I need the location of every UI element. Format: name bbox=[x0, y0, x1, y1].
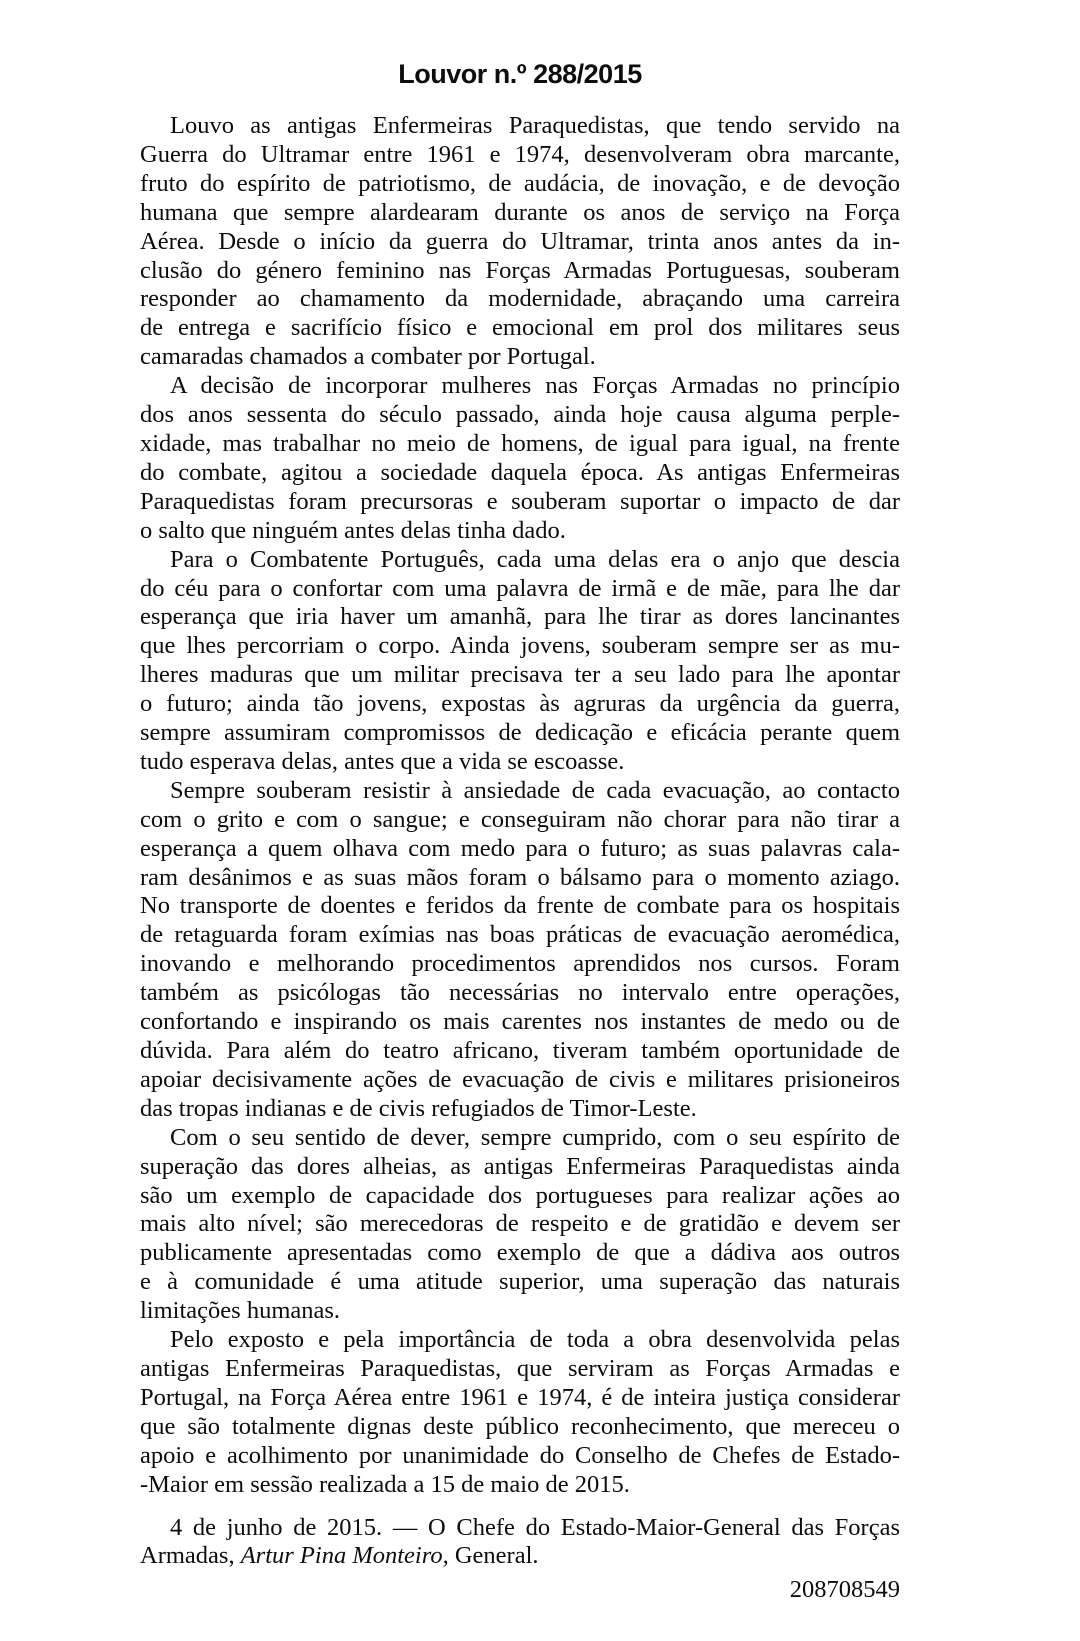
text-line: do céu para o confortar com uma palavra de irmã e de mãe, para lhe dar bbox=[140, 574, 900, 602]
text-line: superação das dores alheias, as antigas Enfermeiras Paraquedistas ainda bbox=[140, 1152, 900, 1180]
text-line: que são totalmente dignas deste público reconhecimento, que mereceu o bbox=[140, 1412, 900, 1440]
text-line: de entrega e sacrifício físico e emocional em prol dos militares seus bbox=[140, 314, 900, 342]
paragraph bbox=[140, 1326, 900, 1499]
text-line: camaradas chamados a combater por Portugal. bbox=[140, 343, 596, 371]
text-line: No transporte de doentes e feridos da frente de combate para os hospitais bbox=[140, 892, 900, 920]
text-line: do combate, agitou a sociedade daquela época. As antigas Enfermeiras bbox=[140, 458, 900, 486]
text-line: dúvida. Para além do teatro africano, tiveram também oportunidade de bbox=[140, 1037, 900, 1064]
text-line: sempre assumiram compromissos de dedicação e eficácia perante quem bbox=[140, 719, 900, 747]
text-line: Para o Combatente Português, cada uma delas era o anjo que descia bbox=[170, 545, 900, 573]
paragraph bbox=[140, 777, 900, 1124]
signature-paragraph bbox=[140, 1514, 900, 1572]
text-line: ram desânimos e as suas mãos foram o bálsamo para o momento aziago. bbox=[140, 863, 900, 891]
text-line: apoiar decisivamente ações de evacuação de civis e militares prisioneiros bbox=[140, 1065, 900, 1093]
text-line: Com o seu sentido de dever, sempre cumprido, com o seu espírito de bbox=[170, 1123, 900, 1151]
text-line: com o grito e com o sangue; e conseguiram não chorar para não tirar a bbox=[140, 805, 900, 833]
text-line: inovando e melhorando procedimentos aprendidos nos cursos. Foram bbox=[140, 950, 900, 978]
paragraph bbox=[140, 546, 900, 777]
text-line: A decisão de incorporar mulheres nas Forças Armadas no princípio bbox=[170, 372, 900, 400]
text-line: dos anos sessenta do século passado, ainda hoje causa alguma perple- bbox=[140, 401, 900, 429]
text-line: limitações humanas. bbox=[140, 1297, 341, 1325]
document-body bbox=[140, 112, 900, 1500]
text-line: são um exemplo de capacidade dos portugueses para realizar ações ao bbox=[140, 1181, 900, 1209]
signatory-name: Artur Pina Monteiro, bbox=[240, 1542, 449, 1570]
text-line: lheres maduras que um militar precisava ter a seu lado para lhe apontar bbox=[140, 661, 900, 689]
text-line: humana que sempre alardearam durante os anos de serviço na Força bbox=[140, 198, 900, 226]
text-line: Sempre souberam resistir à ansiedade de cada evacuação, ao contacto bbox=[170, 776, 900, 804]
paragraph bbox=[140, 112, 900, 372]
text-line: esperança a quem olhava com medo para o futuro; as suas palavras cala- bbox=[140, 834, 900, 862]
text-line: Aérea. Desde o início da guerra do Ultramar, trinta anos antes da in- bbox=[140, 227, 900, 255]
document-number: 208708549 bbox=[789, 1576, 900, 1604]
text-line: responder ao chamamento da modernidade, abraçando uma carreira bbox=[140, 285, 900, 313]
document-content bbox=[140, 58, 900, 1605]
paragraph bbox=[140, 1124, 900, 1326]
text-line: e à comunidade é uma atitude superior, uma superação das naturais bbox=[140, 1268, 900, 1296]
signature-prefix: Armadas, bbox=[140, 1542, 241, 1570]
text-line: xidade, mas trabalhar no meio de homens, de igual para igual, na frente bbox=[140, 429, 900, 457]
text-line: o salto que ninguém antes delas tinha dado. bbox=[140, 516, 566, 544]
text-line: Louvo as antigas Enfermeiras Paraquedistas, que tendo servido na bbox=[170, 112, 900, 139]
text-line: -Maior em sessão realizada a 15 de maio de 2015. bbox=[140, 1470, 630, 1498]
document-title: Louvor n.º 288/2015 bbox=[398, 59, 642, 89]
text-line: Portugal, na Força Aérea entre 1961 e 1974, é de inteira justiça considerar bbox=[140, 1383, 900, 1411]
signature-suffix: General. bbox=[448, 1542, 539, 1570]
text-line bbox=[140, 1542, 900, 1571]
text-line: fruto do espírito de patriotismo, de audácia, de inovação, e de devoção bbox=[140, 169, 900, 197]
text-line: publicamente apresentadas como exemplo de que a dádiva aos outros bbox=[140, 1239, 900, 1267]
paragraph bbox=[140, 372, 900, 545]
text-line: clusão do género feminino nas Forças Armadas Portuguesas, souberam bbox=[140, 256, 900, 284]
text-line: Paraquedistas foram precursoras e souberam suportar o impacto de dar bbox=[140, 487, 900, 515]
text-line: esperança que iria haver um amanhã, para lhe tirar as dores lancinantes bbox=[140, 603, 900, 631]
text-line: das tropas indianas e de civis refugiados de Timor-Leste. bbox=[140, 1094, 697, 1122]
text-line: o futuro; ainda tão jovens, expostas às agruras da urgência da guerra, bbox=[140, 690, 900, 718]
text-line: Pelo exposto e pela importância de toda a obra desenvolvida pelas bbox=[170, 1326, 900, 1354]
text-line: que lhes percorriam o corpo. Ainda jovens, souberam sempre ser as mu- bbox=[140, 632, 900, 660]
text-line: apoio e acolhimento por unanimidade do Conselho de Chefes de Estado- bbox=[140, 1441, 900, 1469]
text-line: de retaguarda foram exímias nas boas práticas de evacuação aeromédica, bbox=[140, 921, 900, 949]
text-line: confortando e inspirando os mais carentes nos instantes de medo ou de bbox=[140, 1008, 900, 1036]
text-line: mais alto nível; são merecedoras de respeito e de gratidão e devem ser bbox=[140, 1210, 900, 1238]
text-line: 4 de junho de 2015. — O Chefe do Estado-Maior-General das Forças bbox=[170, 1513, 900, 1541]
text-line: também as psicólogas tão necessárias no intervalo entre operações, bbox=[140, 979, 900, 1007]
text-line: antigas Enfermeiras Paraquedistas, que serviram as Forças Armadas e bbox=[140, 1354, 900, 1382]
text-line: tudo esperava delas, antes que a vida se escoasse. bbox=[140, 747, 625, 775]
text-line: Guerra do Ultramar entre 1961 e 1974, desenvolveram obra marcante, bbox=[140, 140, 900, 168]
